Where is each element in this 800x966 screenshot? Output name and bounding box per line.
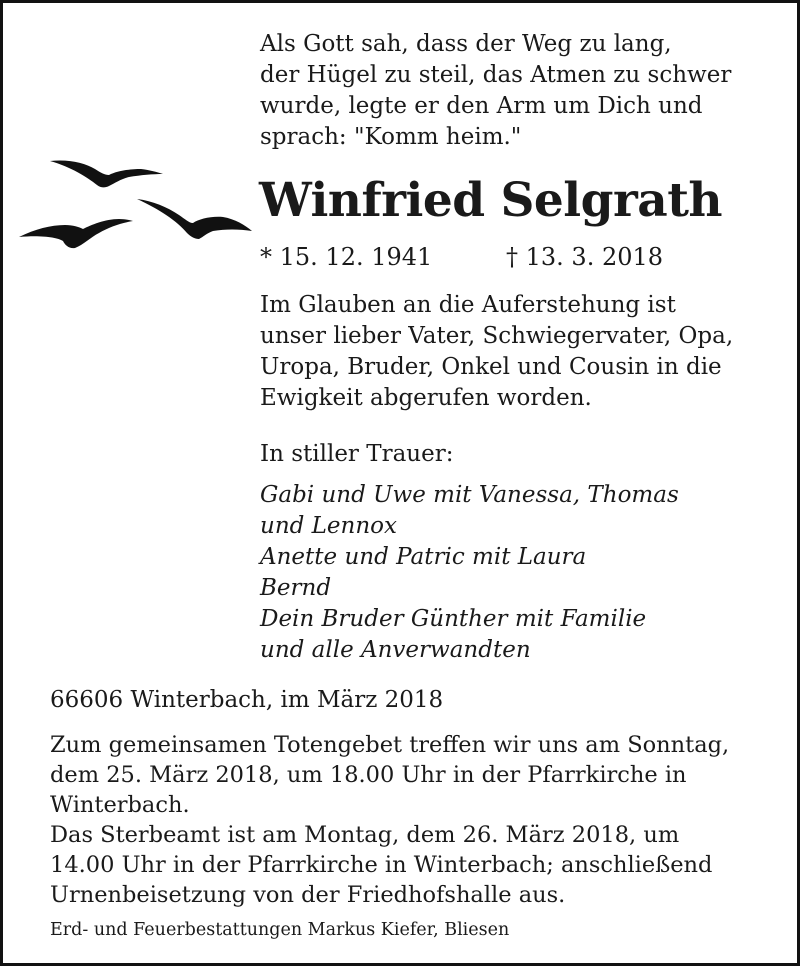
- announcement: [260, 290, 785, 414]
- flying-birds-icon: [17, 153, 257, 253]
- poem-line: wurde, legte er den Arm um Dich und: [260, 93, 703, 119]
- birth-date: * 15. 12. 1941: [260, 243, 433, 271]
- death-date: † 13. 3. 2018: [506, 243, 664, 271]
- ceremony-line: Winterbach.: [50, 792, 190, 818]
- announcement-line: Uropa, Bruder, Onkel und Cousin in die: [260, 354, 722, 380]
- ceremony-details: [50, 730, 780, 910]
- ceremony-line: dem 25. März 2018, um 18.00 Uhr in der Pfarrkirche in: [50, 762, 687, 788]
- mourner-line: und alle Anverwandten: [260, 637, 531, 663]
- deceased-name: Winfried Selgrath: [259, 173, 723, 228]
- bird-top-icon: [50, 160, 163, 187]
- bird-left-icon: [19, 219, 133, 248]
- mourners-list: [260, 480, 780, 666]
- ceremony-line: Urnenbeisetzung von der Friedhofshalle aus.: [50, 882, 566, 908]
- poem-line: sprach: "Komm heim.": [260, 124, 522, 150]
- mourner-line: Dein Bruder Günther mit Familie: [260, 606, 647, 632]
- place-date: 66606 Winterbach, im März 2018: [50, 687, 444, 713]
- poem: [260, 29, 780, 153]
- ceremony-line: Zum gemeinsamen Totengebet treffen wir uns am Sonntag,: [50, 732, 730, 758]
- announcement-line: unser lieber Vater, Schwiegervater, Opa,: [260, 323, 734, 349]
- mourner-line: Gabi und Uwe mit Vanessa, Thomas: [260, 482, 679, 508]
- announcement-line: Ewigkeit abgerufen worden.: [260, 385, 592, 411]
- ceremony-line: 14.00 Uhr in der Pfarrkirche in Winterbach; anschließend: [50, 852, 713, 878]
- mourning-label: In stiller Trauer:: [260, 441, 454, 467]
- bird-right-icon: [137, 199, 252, 239]
- poem-line: Als Gott sah, dass der Weg zu lang,: [260, 31, 672, 57]
- ceremony-line: Das Sterbeamt ist am Montag, dem 26. März 2018, um: [50, 822, 680, 848]
- mourner-line: Anette und Patric mit Laura: [260, 544, 587, 570]
- poem-line: der Hügel zu steil, das Atmen zu schwer: [260, 62, 732, 88]
- mourner-line: und Lennox: [260, 513, 397, 539]
- mourner-line: Bernd: [260, 575, 332, 601]
- funeral-home: Erd- und Feuerbestattungen Markus Kiefer, Bliesen: [50, 920, 510, 940]
- announcement-line: Im Glauben an die Auferstehung ist: [260, 292, 676, 318]
